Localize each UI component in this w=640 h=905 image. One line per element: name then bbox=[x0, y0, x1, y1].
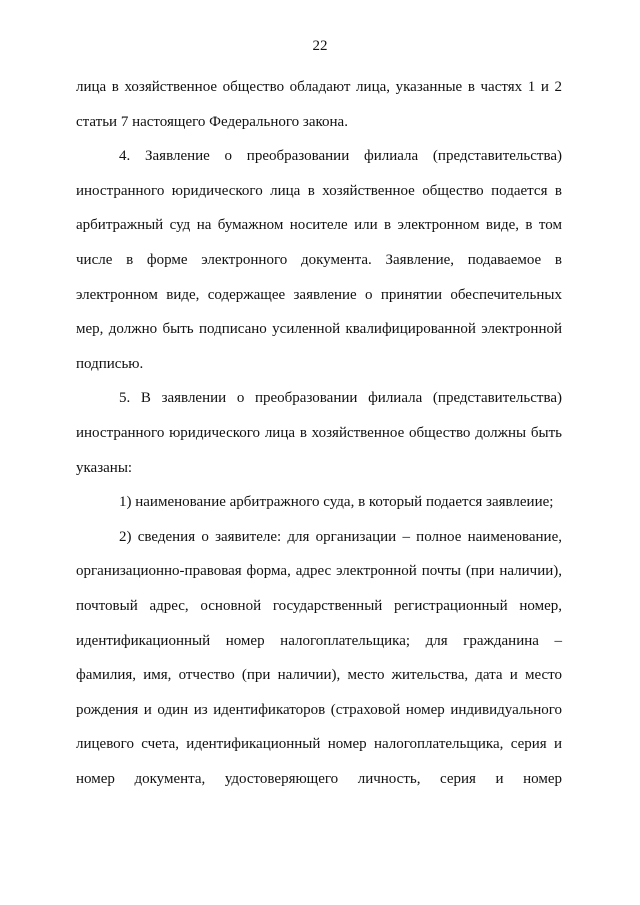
text-line: мер, должно быть подписано усиленной квалифицированной электронной bbox=[76, 321, 562, 338]
text-line: 4. Заявление о преобразовании филиала (представительства) bbox=[119, 148, 562, 165]
page-number: 22 bbox=[312, 38, 328, 54]
text-line: электронном виде, содержащее заявление о принятии обеспечительных bbox=[76, 286, 562, 303]
text-line: рождения и один из идентификаторов (страховой номер индивидуального bbox=[76, 701, 562, 718]
text-line: 2) сведения о заявителе: для организации – полное наименование, bbox=[119, 528, 562, 545]
text-line: номер документа, удостоверяющего личность, серия и номер bbox=[76, 770, 562, 787]
text-line: иностранного юридического лица в хозяйственное общество должны быть bbox=[76, 424, 562, 441]
text-line: статьи 7 настоящего Федерального закона. bbox=[76, 113, 348, 130]
text-line: лицевого счета, идентификационный номер налогоплательщика, серия и bbox=[76, 736, 562, 753]
text-line: числе в форме электронного документа. Заявление, подаваемое в bbox=[76, 251, 562, 268]
document-body bbox=[76, 70, 562, 796]
text-line: лица в хозяйственное общество обладают лица, указанные в частях 1 и 2 bbox=[76, 79, 562, 95]
text-line: 1) наименование арбитражного суда, в который подается заявлеиие; bbox=[119, 494, 554, 511]
text-line: организационно-правовая форма, адрес электронной почты (при наличии), bbox=[76, 563, 562, 580]
text-line: иностранного юридического лица в хозяйственное общество подается в bbox=[76, 182, 562, 199]
text-line: арбитражный суд на бумажном носителе или в электронном виде, в том bbox=[76, 217, 562, 234]
text-line: фамилия, имя, отчество (при наличии), место жительства, дата и место bbox=[76, 667, 562, 684]
text-line: подписью. bbox=[76, 355, 144, 372]
text-line: указаны: bbox=[76, 459, 133, 476]
text-line: идентификационный номер налогоплательщика; для гражданина – bbox=[76, 632, 562, 649]
text-line: почтовый адрес, основной государственный регистрационный номер, bbox=[76, 597, 562, 614]
text-line: 5. В заявлении о преобразовании филиала (представительства) bbox=[119, 390, 562, 407]
